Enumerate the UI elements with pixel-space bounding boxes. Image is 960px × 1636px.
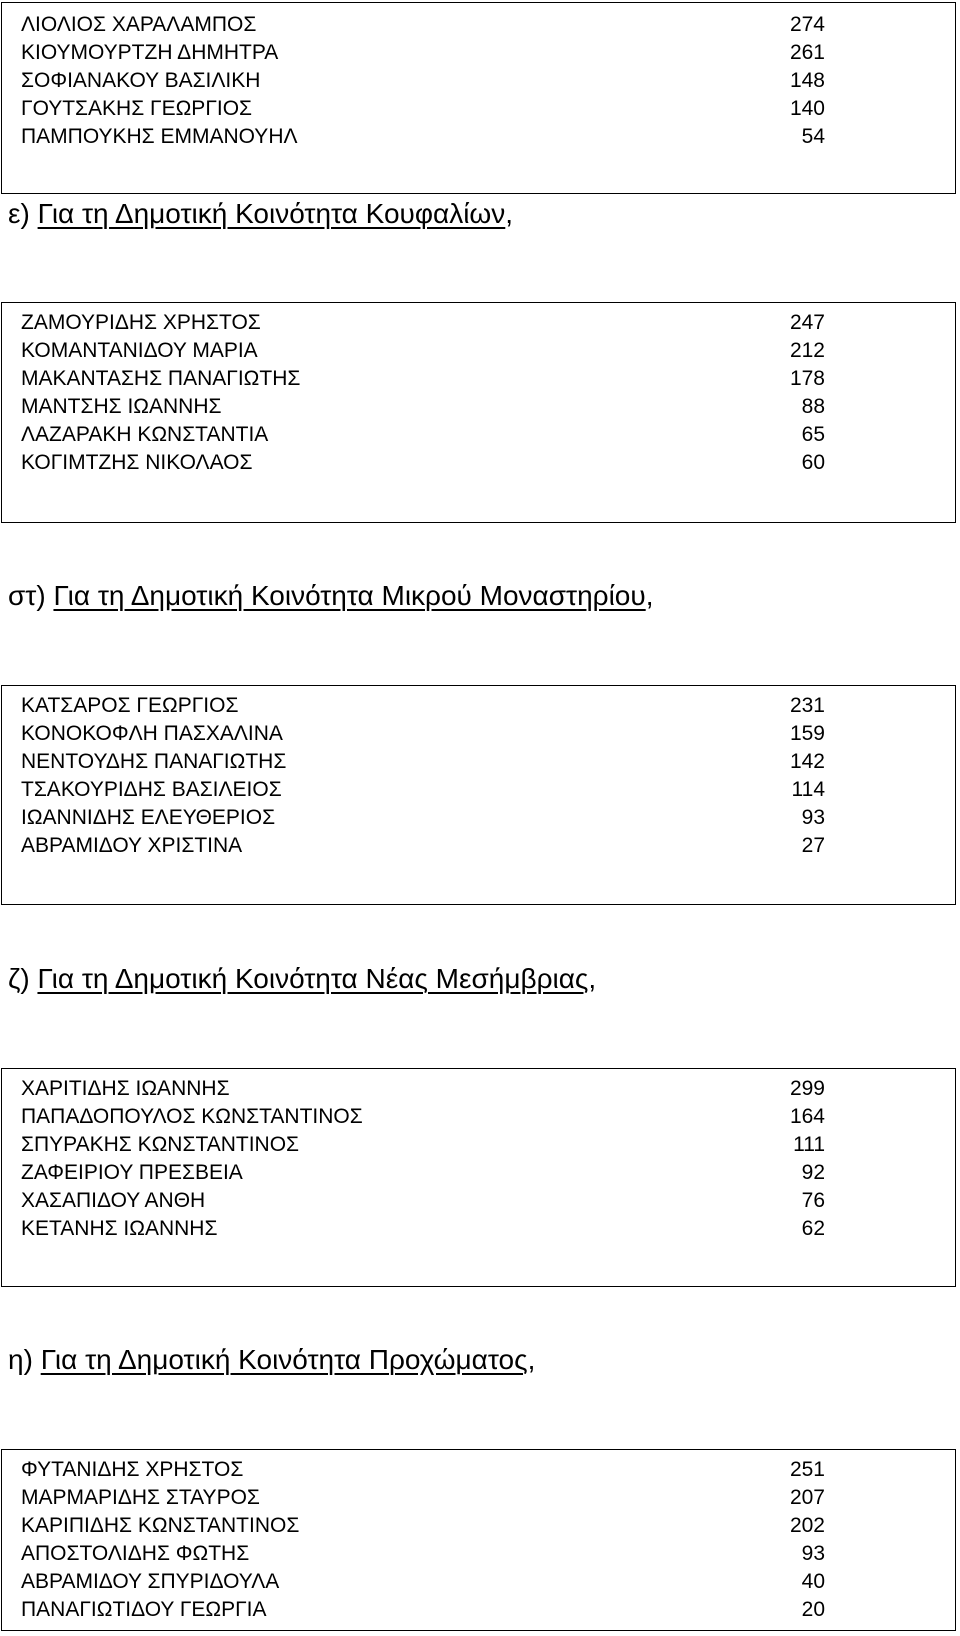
section-heading [8, 196, 513, 232]
table-row [21, 67, 825, 95]
results-table [1, 1068, 956, 1287]
candidate-name: ΛΙΟΛΙΟΣ ΧΑΡΑΛΑΜΠΟΣ [21, 13, 257, 36]
vote-count: 93 [801, 1542, 825, 1565]
section-prefix: η) [8, 1344, 41, 1375]
candidate-name: ΚΕΤΑΝΗΣ ΙΩΑΝΝΗΣ [21, 1217, 218, 1240]
vote-count: 178 [789, 367, 825, 390]
candidate-name: ΚΟΝΟΚΟΦΛΗ ΠΑΣΧΑΛΙΝΑ [21, 722, 283, 745]
candidate-name: ΙΩΑΝΝΙΔΗΣ ΕΛΕΥΘΕΡΙΟΣ [21, 806, 276, 829]
results-table [1, 1449, 956, 1631]
candidate-name: ΧΑΣΑΠΙΔΟΥ ΑΝΘΗ [21, 1189, 206, 1212]
table-row [21, 692, 825, 720]
table-row [21, 1484, 825, 1512]
table-row [21, 123, 825, 151]
table-row [21, 309, 825, 337]
vote-count: 261 [789, 41, 825, 64]
table-row [21, 95, 825, 123]
table-row [21, 39, 825, 67]
table-row [21, 832, 825, 860]
section-suffix: , [645, 580, 654, 611]
table-row [21, 449, 825, 477]
vote-count: 54 [801, 125, 825, 148]
table-row [21, 720, 825, 748]
table-row [21, 1456, 825, 1484]
candidate-name: ΜΑΡΜΑΡΙΔΗΣ ΣΤΑΥΡΟΣ [21, 1486, 260, 1509]
section-prefix: ε) [8, 198, 38, 229]
candidate-name: ΠΑΝΑΓΙΩΤΙΔΟΥ ΓΕΩΡΓΙΑ [21, 1598, 267, 1621]
vote-count: 114 [791, 778, 825, 801]
vote-count: 231 [789, 694, 825, 717]
table-row [21, 337, 825, 365]
results-table [1, 685, 956, 905]
candidate-name: ΝΕΝΤΟΥΔΗΣ ΠΑΝΑΓΙΩΤΗΣ [21, 750, 287, 773]
vote-count: 299 [789, 1077, 825, 1100]
table-row [21, 11, 825, 39]
candidate-name: ΠΑΜΠΟΥΚΗΣ ΕΜΜΑΝΟΥΗΛ [21, 125, 298, 148]
table-row [21, 1596, 825, 1624]
vote-count: 40 [801, 1570, 825, 1593]
table-row [21, 1512, 825, 1540]
candidate-name: ΦΥΤΑΝΙΔΗΣ ΧΡΗΣΤΟΣ [21, 1458, 244, 1481]
table-row [21, 1540, 825, 1568]
vote-count: 60 [801, 451, 825, 474]
table-row [21, 1187, 825, 1215]
results-table [1, 302, 956, 523]
section-prefix: ζ) [8, 963, 38, 994]
table-row [21, 421, 825, 449]
candidate-name: ΑΒΡΑΜΙΔΟΥ ΣΠΥΡΙΔΟΥΛΑ [21, 1570, 280, 1593]
candidate-name: ΛΑΖΑΡΑΚΗ ΚΩΝΣΤΑΝΤΙΑ [21, 423, 269, 446]
vote-count: 111 [793, 1133, 825, 1156]
candidate-name: ΣΟΦΙΑΝΑΚΟΥ ΒΑΣΙΛΙΚΗ [21, 69, 261, 92]
table-row [21, 1131, 825, 1159]
vote-count: 88 [801, 395, 825, 418]
table-row [21, 804, 825, 832]
vote-count: 76 [801, 1189, 825, 1212]
table-row [21, 1568, 825, 1596]
candidate-name: ΑΒΡΑΜΙΔΟΥ ΧΡΙΣΤΙΝΑ [21, 834, 243, 857]
candidate-name: ΣΠΥΡΑΚΗΣ ΚΩΝΣΤΑΝΤΙΝΟΣ [21, 1133, 300, 1156]
section-heading [8, 578, 653, 614]
vote-count: 92 [801, 1161, 825, 1184]
table-row [21, 776, 825, 804]
candidate-name: ΧΑΡΙΤΙΔΗΣ ΙΩΑΝΝΗΣ [21, 1077, 230, 1100]
section-suffix: , [588, 963, 597, 994]
table-row [21, 1159, 825, 1187]
candidate-name: ΚΟΜΑΝΤΑΝΙΔΟΥ ΜΑΡΙΑ [21, 339, 258, 362]
candidate-name: ΖΑΜΟΥΡΙΔΗΣ ΧΡΗΣΤΟΣ [21, 311, 261, 334]
vote-count: 202 [789, 1514, 825, 1537]
candidate-name: ΚΑΡΙΠΙΔΗΣ ΚΩΝΣΤΑΝΤΙΝΟΣ [21, 1514, 300, 1537]
candidate-name: ΜΑΚΑΝΤΑΣΗΣ ΠΑΝΑΓΙΩΤΗΣ [21, 367, 301, 390]
candidate-name: ΖΑΦΕΙΡΙΟΥ ΠΡΕΣΒΕΙΑ [21, 1161, 243, 1184]
section-title: Για τη Δημοτική Κοινότητα Προχώματος [40, 1344, 528, 1375]
section-title: Για τη Δημοτική Κοινότητα Μικρού Μοναστηρίου [53, 580, 646, 611]
table-row [21, 1103, 825, 1131]
vote-count: 20 [801, 1598, 825, 1621]
vote-count: 159 [789, 722, 825, 745]
results-table [1, 2, 956, 194]
vote-count: 62 [801, 1217, 825, 1240]
vote-count: 247 [789, 311, 825, 334]
section-title: Για τη Δημοτική Κοινότητα Νέας Μεσήμβριας [37, 963, 589, 994]
section-suffix: , [527, 1344, 536, 1375]
section-heading [8, 1342, 535, 1378]
section-heading [8, 961, 596, 997]
table-row [21, 748, 825, 776]
section-prefix: στ) [8, 580, 54, 611]
vote-count: 274 [789, 13, 825, 36]
vote-count: 212 [789, 339, 825, 362]
table-row [21, 365, 825, 393]
candidate-name: ΤΣΑΚΟΥΡΙΔΗΣ ΒΑΣΙΛΕΙΟΣ [21, 778, 282, 801]
vote-count: 142 [789, 750, 825, 773]
section-suffix: , [505, 198, 514, 229]
candidate-name: ΚΟΓΙΜΤΖΗΣ ΝΙΚΟΛΑΟΣ [21, 451, 253, 474]
vote-count: 93 [801, 806, 825, 829]
candidate-name: ΑΠΟΣΤΟΛΙΔΗΣ ΦΩΤΗΣ [21, 1542, 250, 1565]
vote-count: 251 [789, 1458, 825, 1481]
vote-count: 65 [801, 423, 825, 446]
table-row [21, 1215, 825, 1243]
candidate-name: ΚΑΤΣΑΡΟΣ ΓΕΩΡΓΙΟΣ [21, 694, 239, 717]
vote-count: 164 [789, 1105, 825, 1128]
candidate-name: ΚΙΟΥΜΟΥΡΤΖΗ ΔΗΜΗΤΡΑ [21, 41, 279, 64]
table-row [21, 393, 825, 421]
table-row [21, 1075, 825, 1103]
vote-count: 207 [789, 1486, 825, 1509]
candidate-name: ΓΟΥΤΣΑΚΗΣ ΓΕΩΡΓΙΟΣ [21, 97, 253, 120]
vote-count: 140 [789, 97, 825, 120]
section-title: Για τη Δημοτική Κοινότητα Κουφαλίων [37, 198, 506, 229]
candidate-name: ΜΑΝΤΣΗΣ ΙΩΑΝΝΗΣ [21, 395, 222, 418]
vote-count: 27 [801, 834, 825, 857]
candidate-name: ΠΑΠΑΔΟΠΟΥΛΟΣ ΚΩΝΣΤΑΝΤΙΝΟΣ [21, 1105, 363, 1128]
vote-count: 148 [789, 69, 825, 92]
